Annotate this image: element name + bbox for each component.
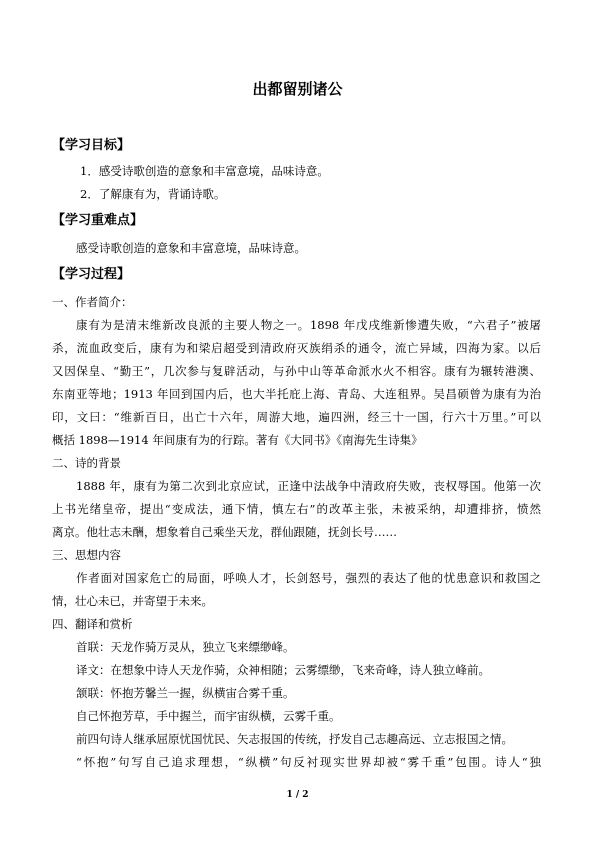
- subheading-thought: 三、思想内容: [52, 548, 121, 562]
- paragraph-line: 上书光绪皇帝，提出“变成法，通下情，慎左右”的改革主张，未被采纳，却遭排挤，愤然: [52, 502, 541, 516]
- paragraph-line: 自己怀抱芳草，手中握兰，而宇宙纵横，云雾千重。: [76, 709, 341, 723]
- key-text: 感受诗歌创造的意象和丰富意境，品味诗意。: [76, 241, 306, 255]
- section-heading-key: 【学习重难点】: [52, 213, 144, 228]
- paragraph-line: 又因保皇、“勤王”，几次参与复辟活动，与孙中山等革命派水火不相容。康有为辗转港澳、: [52, 364, 541, 378]
- paragraph-line: 1888 年，康有为第二次到北京应试，正逢中法战争中清政府失败，丧权辱国。他第一次: [76, 479, 541, 493]
- page-title: 出都留别诸公: [252, 80, 343, 98]
- paragraph-line: 前四句诗人继承屈原忧国忧民、矢志报国的传统，抒发自己志趣高远、立志报国之情。: [76, 732, 513, 746]
- paragraph-line: 首联：天龙作骑万灵从，独立飞来缥缈峰。: [76, 640, 295, 654]
- paragraph-line: 康有为是清末维新改良派的主要人物之一。1898 年戊戌维新惨遭失败，“六君子”被屠: [76, 318, 541, 332]
- section-heading-goals: 【学习目标】: [52, 138, 131, 153]
- paragraph-line: 离京。他壮志未酬，想象着自己乘坐天龙，群仙跟随，抚剑长号……: [52, 525, 397, 539]
- page-number: 1 / 2: [286, 790, 309, 800]
- subheading-background: 二、诗的背景: [52, 456, 121, 470]
- paragraph-line: 情，壮心未已，并寄望于未来。: [52, 594, 213, 608]
- subheading-translation: 四、翻译和赏析: [52, 617, 133, 631]
- section-heading-process: 【学习过程】: [52, 267, 131, 282]
- goal-item: 1．感受诗歌创造的意象和丰富意境，品味诗意。: [80, 164, 329, 178]
- paragraph-line: 概括 1898—1914 年间康有为的行踪。著有《大同书》《南海先生诗集》: [52, 433, 423, 447]
- paragraph-line: 印，文曰：“维新百日，出亡十六年，周游大地，遍四洲，经三十一国，行六十万里。”可以: [52, 410, 541, 424]
- paragraph-line: “怀抱”句写自己追求理想，“纵横”句反衬现实世界却被“雾千重”包围。诗人“独: [76, 755, 541, 769]
- paragraph-line: 作者面对国家危亡的局面，呼唤人才，长剑怒号，强烈的表达了他的忧患意识和救国之: [76, 571, 541, 585]
- paragraph-line: 东南亚等地；1913 年回到国内后，也大半托庇上海、青岛、大连租界。吴昌硕曾为康有为治: [52, 387, 541, 401]
- paragraph-line: 译文：在想象中诗人天龙作骑，众神相随；云雾缥缈，飞来奇峰，诗人独立峰前。: [76, 663, 490, 677]
- goal-item: 2．了解康有为，背诵诗歌。: [80, 187, 226, 201]
- paragraph-line: 颔联：怀抱芳馨兰一握，纵横宙合雾千重。: [76, 686, 295, 700]
- subheading-author: 一、作者简介：: [52, 295, 133, 309]
- paragraph-line: 杀，流血政变后，康有为和梁启超受到清政府灭族绢杀的通令，流亡异域，四海为家。以后: [52, 341, 541, 355]
